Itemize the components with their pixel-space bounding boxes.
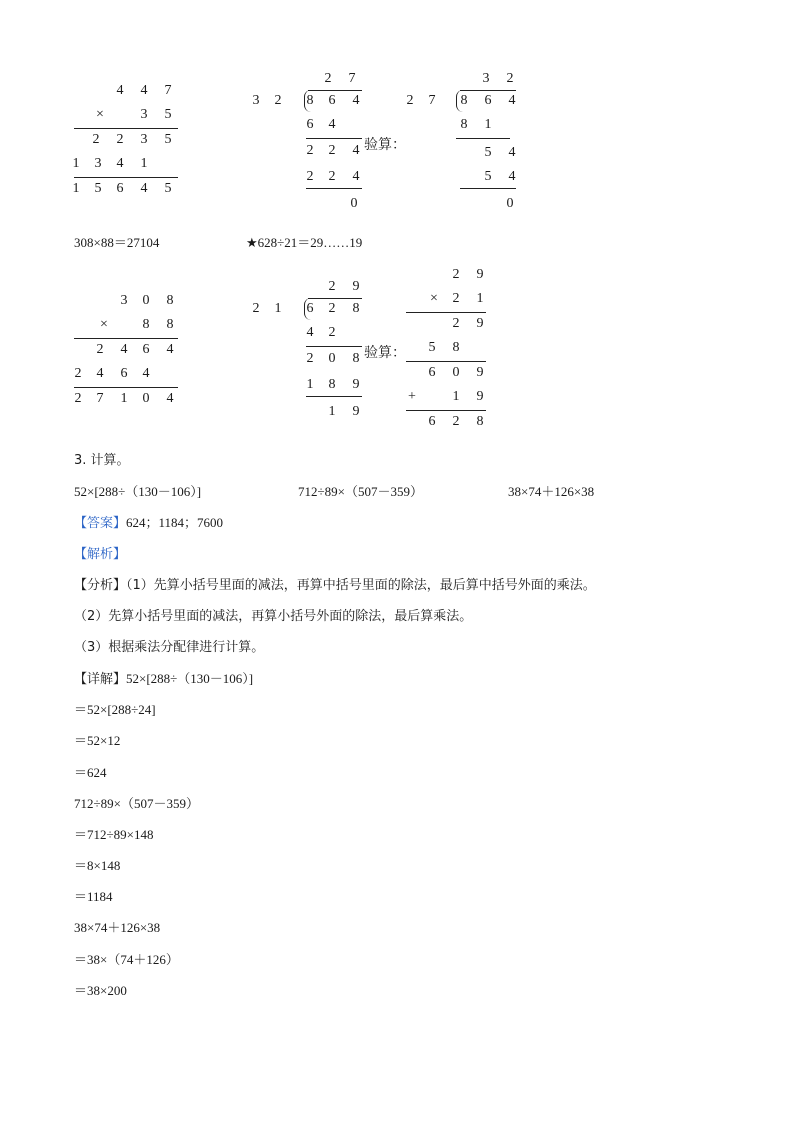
divisor-digit: 3 (252, 93, 260, 108)
dividend-digit: 6 (484, 93, 492, 108)
digit: 4 (306, 325, 314, 340)
analysis-tag: 【解析】 (74, 547, 127, 562)
step-line: ＝712÷89×148 (74, 827, 154, 842)
digit: 1 (140, 156, 148, 171)
step-line: ＝52×[288÷24] (74, 702, 156, 717)
digit: 6 (116, 181, 124, 196)
check-label: 验算： (364, 137, 406, 153)
dividend-digit: 6 (328, 93, 336, 108)
step-line: ＝38×200 (74, 983, 127, 998)
digit: 1 (120, 391, 128, 406)
digit: 3 (120, 293, 128, 308)
plus-sign: + (408, 389, 416, 404)
digit: 9 (352, 377, 360, 392)
step-line: ＝1184 (74, 889, 113, 904)
problem-3: 38×74＋126×38 (508, 484, 595, 499)
digit: 6 (306, 117, 314, 132)
digit: 6 (428, 414, 436, 429)
dividend-digit: 4 (352, 93, 360, 108)
digit: 1 (484, 117, 492, 132)
dividend-digit: 8 (306, 93, 314, 108)
answer-line (74, 514, 223, 533)
step-line: 712÷89×（507－359） (74, 796, 199, 811)
dividend-digit: 2 (328, 301, 336, 316)
digit: 2 (452, 316, 460, 331)
digit: 4 (166, 391, 174, 406)
quotient-digit: 7 (348, 71, 356, 86)
digit: 9 (476, 365, 484, 380)
rule-line (306, 138, 362, 139)
digit: 5 (164, 107, 172, 122)
long-division-628-by-21 (244, 276, 404, 426)
equation-628div21: ★628÷21＝29……19 (246, 235, 363, 250)
quotient-digit: 2 (506, 71, 514, 86)
digit: 2 (452, 414, 460, 429)
digit: 7 (96, 391, 104, 406)
digit: 4 (140, 181, 148, 196)
digit: 4 (142, 366, 150, 381)
digit: 4 (140, 83, 148, 98)
step-line: ＝8×148 (74, 858, 121, 873)
quotient-digit: 2 (328, 279, 336, 294)
problem-1: 52×[288÷（130－106）] (74, 484, 202, 499)
digit: 2 (306, 351, 314, 366)
digit: 5 (428, 340, 436, 355)
fenxi-tag: 【分析】 (74, 578, 127, 593)
digit: 4 (328, 117, 336, 132)
times-sign: × (100, 317, 108, 332)
times-sign: × (430, 291, 438, 306)
detail-head: 52×[288÷（130－106）] (126, 671, 254, 686)
divisor-digit: 7 (428, 93, 436, 108)
digit: 6 (428, 365, 436, 380)
digit: 2 (116, 132, 124, 147)
digit: 4 (352, 169, 360, 184)
digit: 7 (164, 83, 172, 98)
digit: 5 (164, 132, 172, 147)
digit: 2 (452, 291, 460, 306)
quotient-digit: 9 (352, 279, 360, 294)
digit: 2 (328, 143, 336, 158)
digit: 3 (140, 132, 148, 147)
digit: 5 (484, 169, 492, 184)
digit: 4 (166, 342, 174, 357)
digit: 5 (484, 145, 492, 160)
digit: 9 (476, 316, 484, 331)
digit: 1 (72, 156, 80, 171)
analysis-line-1 (74, 577, 596, 595)
divisor-digit: 2 (274, 93, 282, 108)
digit: 2 (74, 366, 82, 381)
digit: 0 (142, 391, 150, 406)
digit: 8 (166, 293, 174, 308)
equation-308x88: 308×88＝27104 (74, 235, 160, 250)
digit: 1 (452, 389, 460, 404)
check-label: 验算： (364, 345, 406, 361)
digit: 8 (166, 317, 174, 332)
divisor-digit: 2 (252, 301, 260, 316)
rule-line (460, 188, 516, 189)
digit: 4 (116, 83, 124, 98)
quotient-digit: 2 (324, 71, 332, 86)
digit: 0 (452, 365, 460, 380)
vertical-multiplication-308x88 (72, 290, 180, 410)
check-calculation-29x21 (400, 264, 500, 434)
answer-text: 624；1184；7600 (126, 515, 224, 530)
digit: 9 (476, 389, 484, 404)
step-line: 38×74＋126×38 (74, 920, 161, 935)
analysis-line-2: （2）先算小括号里面的减法，再算小括号外面的除法，最后算乘法。 (74, 609, 473, 624)
vertical-multiplication-447x35 (72, 80, 180, 200)
answer-tag: 【答案】 (74, 516, 127, 531)
digit: 8 (352, 351, 360, 366)
digit: 5 (94, 181, 102, 196)
remainder-digit: 9 (352, 404, 360, 419)
digit: 8 (476, 414, 484, 429)
long-division-864-by-27 (398, 68, 522, 218)
digit: 2 (92, 132, 100, 147)
section-heading: 3. 计算。 (74, 453, 130, 468)
digit: 3 (94, 156, 102, 171)
dividend-digit: 8 (352, 301, 360, 316)
analysis-line-3: （3）根据乘法分配律进行计算。 (74, 640, 265, 655)
digit: 1 (306, 377, 314, 392)
remainder-digit: 0 (350, 196, 358, 211)
digit: 2 (306, 169, 314, 184)
digit: 2 (328, 325, 336, 340)
rule-line (456, 138, 510, 139)
remainder-digit: 0 (506, 196, 514, 211)
digit: 8 (142, 317, 150, 332)
step-line: ＝52×12 (74, 733, 121, 748)
fenxi-text-1: （1）先算小括号里面的减法，再算中括号里面的除法，最后算中括号外面的乘法。 (126, 578, 596, 593)
dividend-digit: 8 (460, 93, 468, 108)
digit: 1 (72, 181, 80, 196)
digit: 2 (306, 143, 314, 158)
digit: 4 (96, 366, 104, 381)
digit: 1 (476, 291, 484, 306)
dividend-digit: 6 (306, 301, 314, 316)
digit: 4 (508, 169, 516, 184)
digit: 3 (140, 107, 148, 122)
digit: 4 (508, 145, 516, 160)
digit: 8 (460, 117, 468, 132)
digit: 5 (164, 181, 172, 196)
detail-tag: 【详解】 (74, 672, 127, 687)
rule-line (306, 396, 362, 397)
remainder-digit: 1 (328, 404, 336, 419)
digit: 9 (476, 267, 484, 282)
step-line: ＝38×（74＋126） (74, 952, 179, 967)
digit: 0 (142, 293, 150, 308)
detail-line (74, 670, 253, 689)
step-line: ＝624 (74, 765, 107, 780)
divisor-digit: 1 (274, 301, 282, 316)
quotient-digit: 3 (482, 71, 490, 86)
long-division-864-by-32 (244, 68, 404, 218)
divisor-digit: 2 (406, 93, 414, 108)
dividend-digit: 4 (508, 93, 516, 108)
digit: 8 (328, 377, 336, 392)
digit: 2 (328, 169, 336, 184)
digit: 8 (452, 340, 460, 355)
rule-line (306, 188, 362, 189)
digit: 0 (328, 351, 336, 366)
problem-2: 712÷89×（507－359） (298, 484, 423, 499)
digit: 6 (120, 366, 128, 381)
digit: 6 (142, 342, 150, 357)
digit: 2 (96, 342, 104, 357)
digit: 2 (452, 267, 460, 282)
digit: 2 (74, 391, 82, 406)
digit: 4 (120, 342, 128, 357)
digit: 4 (352, 143, 360, 158)
rule-line (306, 346, 362, 347)
digit: 4 (116, 156, 124, 171)
times-sign: × (96, 107, 104, 122)
